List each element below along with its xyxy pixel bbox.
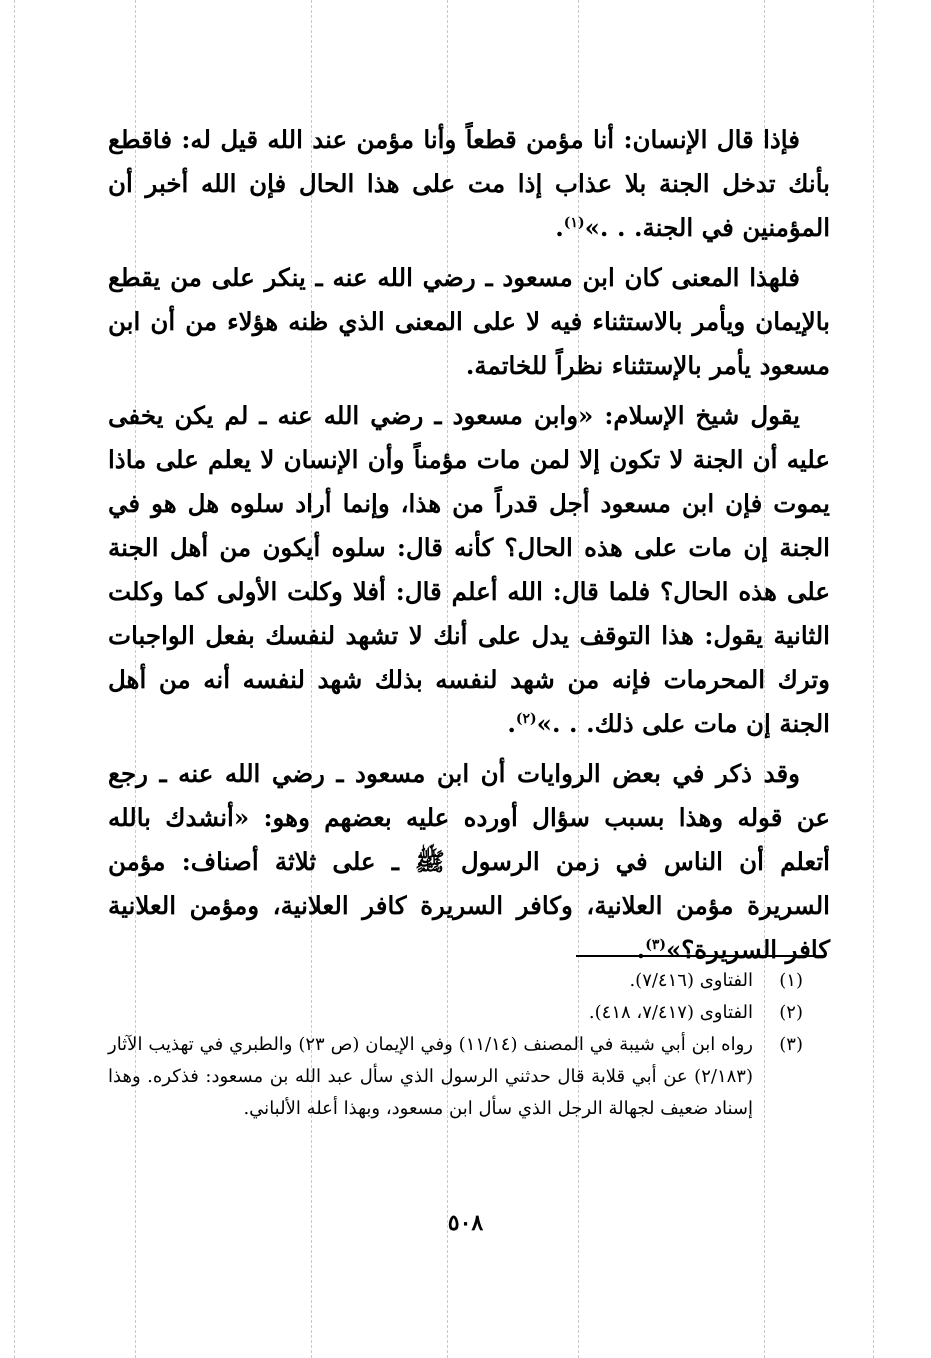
paragraph-4 — [108, 752, 830, 972]
paragraph-text: فلهذا المعنى كان ابن مسعود ـ رضي الله عنه ـ ينكر على من يقطع بالإيمان ويأمر بالاستثناء فيه لا على المعنى الذي ظنه هؤلاء من أن ابن مسعود يأمر بالإستثناء نظراً للخاتمة. — [108, 263, 830, 380]
footnote-text: الفتاوى (٧/٤١٦). — [629, 970, 753, 991]
footnote-separator — [576, 955, 826, 957]
page-body — [108, 118, 830, 978]
paragraph-end: . — [636, 935, 646, 964]
footnote-ref: (٣) — [645, 936, 666, 953]
paragraph-2 — [108, 256, 830, 388]
footnote-1 — [108, 965, 803, 997]
page-number: ٥٠٨ — [447, 1210, 484, 1236]
footnote-ref: (٢) — [515, 710, 537, 727]
footnote-number: (١) — [779, 970, 803, 991]
paragraph-text: يقول شيخ الإسلام: «وابن مسعود ـ رضي الله عنه ـ لم يكن يخفى عليه أن الجنة لا تكون إلا لمن مات مؤمناً وأن الإنسان لا يعلم على ماذا يموت فإن ابن مسعود أجل قدراً من هذا، وإنما أراد سلوه هل هو في الجنة إن مات على هذه الحال؟ كأنه قال: سلوه أيكون من أهل الجنة على هذه الحال؟ فلما قال: الله أعلم قال: أفلا وكلت الأولى كما وكلت الثانية يقول: هذا التوقف يدل على أنك لا تشهد لنفسك بفعل الواجبات وترك المحرمات فإنه من شهد لنفسه بذلك شهد لنفسه أنه من أهل الجنة إن مات على ذلك. . .» — [108, 401, 830, 738]
footnote-ref: (١) — [563, 214, 585, 231]
footnote-number: (٣) — [779, 1034, 803, 1055]
footnote-2 — [108, 997, 803, 1029]
paragraph-end: . — [555, 213, 564, 242]
footnote-3 — [108, 1029, 803, 1125]
paragraph-end: . — [507, 709, 516, 738]
scan-gridline — [873, 0, 874, 1358]
paragraph-1 — [108, 118, 830, 250]
footnotes — [108, 965, 803, 1125]
paragraph-text: وقد ذكر في بعض الروايات أن ابن مسعود ـ رضي الله عنه ـ رجع عن قوله وهذا بسبب سؤال أورده عليه بعضهم وهو: «أنشدك بالله أتعلم أن الناس في زمن الرسول ﷺ ـ على ثلاثة أصناف: مؤمن السريرة مؤمن العلانية، وكافر السريرة كافر العلانية، ومؤمن العلانية كافر السريرة؟» — [108, 759, 830, 964]
footnote-text: الفتاوى (٧/٤١٧، ٤١٨). — [588, 1002, 753, 1023]
footnote-number: (٢) — [779, 1002, 803, 1023]
paragraph-3 — [108, 394, 830, 746]
scan-gridline — [14, 0, 15, 1358]
footnote-text: رواه ابن أبي شيبة في المصنف (١١/١٤) وفي الإيمان (ص ٢٣) والطبري في تهذيب الآثار (٢/١٨٣) عن أبي قلابة قال حدثني الرسول الذي سأل عبد الله بن مسعود: فذكره. وهذا إسناد ضعيف لجهالة الرجل الذي سأل ابن مسعود، وبهذا أعله الألباني. — [108, 1034, 753, 1119]
paragraph-text: فإذا قال الإنسان: أنا مؤمن قطعاً وأنا مؤمن عند الله قيل له: فاقطع بأنك تدخل الجنة بلا عذاب إذا مت على هذا الحال فإن الله أخبر أن المؤمنين في الجنة. . .» — [108, 125, 830, 242]
